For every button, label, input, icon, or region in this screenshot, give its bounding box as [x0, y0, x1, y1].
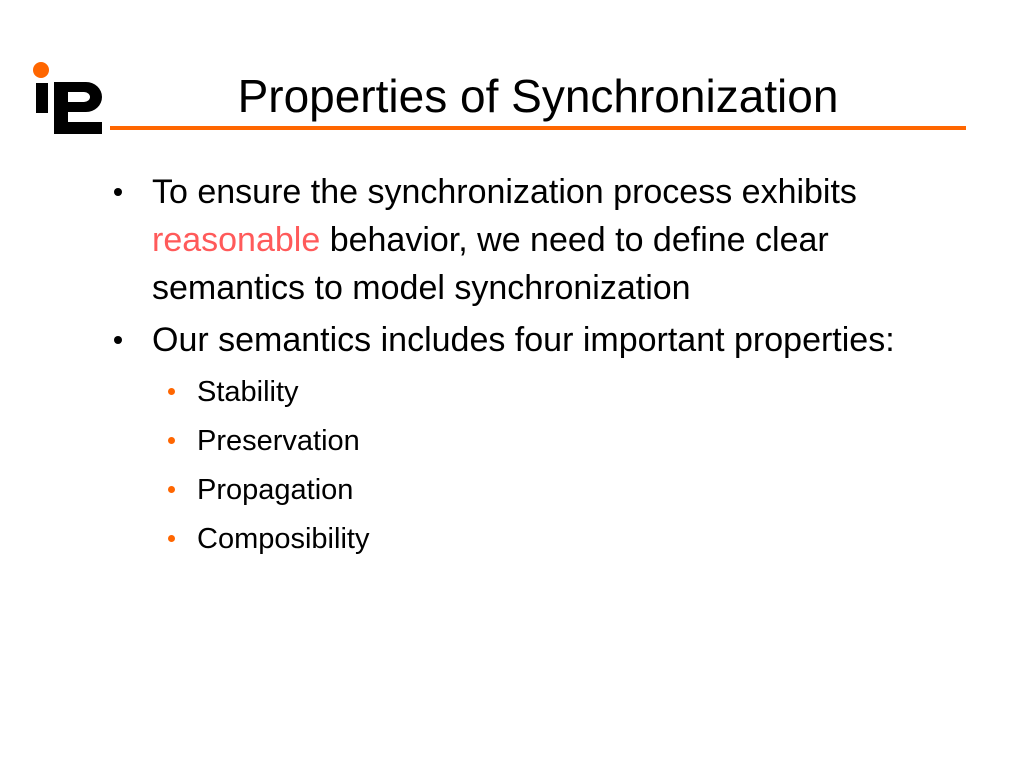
sub-bullet-text: Stability [197, 376, 299, 408]
bullet-item-1 [110, 168, 930, 312]
highlighted-word: reasonable [152, 221, 321, 259]
bullet-text-after: behavior, we need to define clear semantics to model synchronization [152, 221, 829, 307]
bullet-item-2 [110, 316, 930, 564]
sub-bullet-item [152, 368, 930, 417]
orange-bullet-dot-icon [168, 388, 175, 395]
slide-title: Properties of Synchronization [237, 70, 839, 122]
orange-bullet-dot-icon [168, 437, 175, 444]
bullet-dot-icon [114, 336, 122, 344]
slide-content [110, 168, 930, 568]
sub-bullet-list [152, 368, 930, 564]
bullet-list [110, 168, 930, 564]
orange-bullet-dot-icon [168, 535, 175, 542]
bullet-text: Our semantics includes four important properties: [152, 321, 895, 359]
sub-bullet-text: Composibility [197, 523, 370, 555]
sub-bullet-item [152, 515, 930, 564]
sub-bullet-item [152, 466, 930, 515]
bullet-text-before: To ensure the synchronization process exhibits [152, 173, 857, 211]
sub-bullet-text: Preservation [197, 425, 360, 457]
title-underline [110, 126, 966, 130]
orange-bullet-dot-icon [168, 486, 175, 493]
sub-bullet-text: Propagation [197, 474, 354, 506]
sub-bullet-item [152, 417, 930, 466]
bullet-dot-icon [114, 188, 122, 196]
ipl-logo-icon [30, 60, 105, 138]
